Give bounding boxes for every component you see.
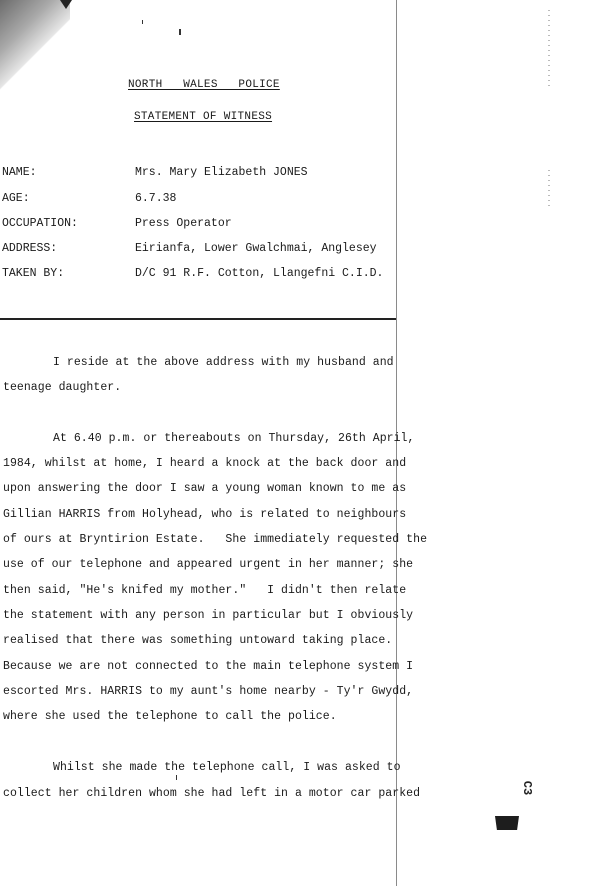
body-line: Whilst she made the telephone call, I was asked to — [53, 761, 401, 774]
body-line: Because we are not connected to the main telephone system I — [3, 660, 414, 673]
field-label-address: ADDRESS: — [2, 242, 58, 255]
body-line: I reside at the above address with my husband and — [53, 356, 394, 369]
field-label-name: NAME: — [2, 166, 37, 179]
body-line: At 6.40 p.m. or thereabouts on Thursday, 26th April, — [53, 432, 415, 445]
body-line: upon answering the door I saw a young woman known to me as — [3, 482, 407, 495]
speck — [142, 20, 143, 24]
field-value-occupation: Press Operator — [135, 217, 232, 230]
body-line: 1984, whilst at home, I heard a knock at the back door and — [3, 457, 407, 470]
stamp-mark — [495, 816, 519, 830]
field-label-taken-by: TAKEN BY: — [2, 267, 65, 280]
speck — [179, 29, 181, 35]
body-line: Gillian HARRIS from Holyhead, who is related to neighbours — [3, 508, 407, 521]
body-line: collect her children whom she had left in a motor car parked — [3, 787, 421, 800]
body-line: the statement with any person in particular but I obviously — [3, 609, 414, 622]
field-value-age: 6.7.38 — [135, 192, 177, 205]
field-value-name: Mrs. Mary Elizabeth JONES — [135, 166, 308, 179]
section-divider — [0, 318, 396, 320]
body-line: escorted Mrs. HARRIS to my aunt's home nearby - Ty'r Gwydd, — [3, 685, 414, 698]
corner-tick-mark — [60, 0, 72, 9]
statement-title: STATEMENT OF WITNESS — [134, 111, 273, 123]
body-line: realised that there was something untoward taking place. — [3, 634, 393, 647]
body-line: use of our telephone and appeared urgent in her manner; she — [3, 558, 414, 571]
scan-noise — [548, 170, 550, 210]
scan-noise — [548, 10, 550, 90]
body-line: of ours at Bryntirion Estate. She immediately requested the — [3, 533, 428, 546]
body-line: then said, "He's knifed my mother." I didn't then relate — [3, 584, 407, 597]
body-line: where she used the telephone to call the police. — [3, 710, 337, 723]
speck — [176, 775, 177, 780]
field-label-age: AGE: — [2, 192, 30, 205]
field-value-taken-by: D/C 91 R.F. Cotton, Llangefni C.I.D. — [135, 267, 384, 280]
margin-page-mark: C3 — [520, 780, 535, 796]
page-corner-fold — [0, 0, 70, 100]
body-line: teenage daughter. — [3, 381, 122, 394]
field-value-address: Eirianfa, Lower Gwalchmai, Anglesey — [135, 242, 377, 255]
organisation-heading: NORTH WALES POLICE — [128, 79, 280, 91]
field-label-occupation: OCCUPATION: — [2, 217, 78, 230]
